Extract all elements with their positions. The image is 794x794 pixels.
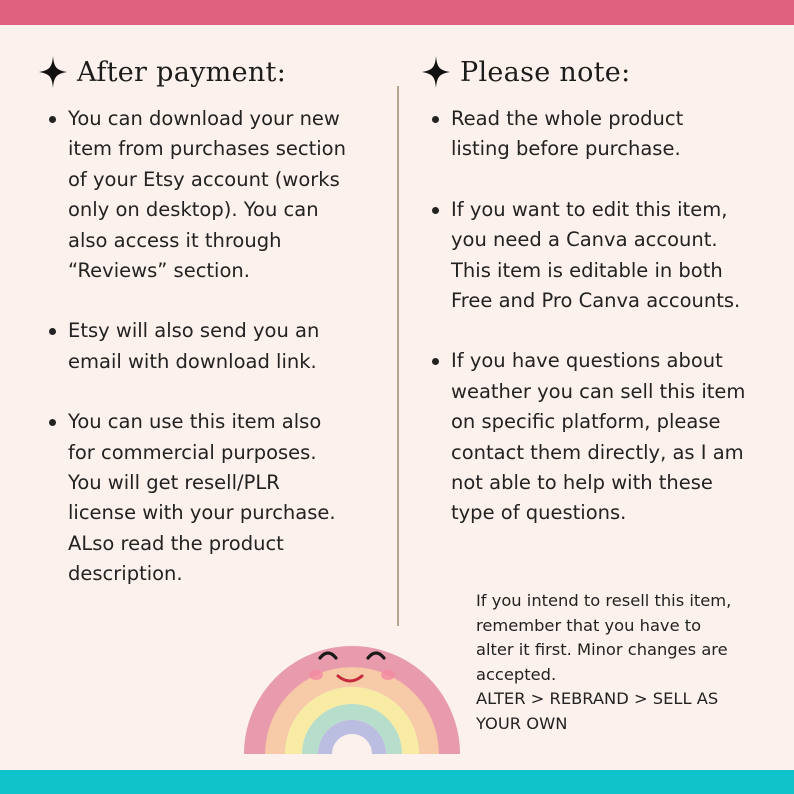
resell-note (476, 589, 776, 737)
line: for commercial purposes. (68, 440, 317, 464)
line: You can download your new (68, 107, 340, 130)
line: Free and Pro Canva accounts. (451, 289, 741, 313)
note-line: alter it first. Minor changes are (476, 640, 728, 660)
line: not able to help with these (451, 471, 713, 495)
line: If you have questions about (451, 349, 723, 373)
line: ALso read the product (68, 531, 284, 555)
line: on specific platform, please (451, 410, 721, 434)
list-item (421, 104, 766, 165)
line: You can use this item also (68, 410, 322, 434)
line: This item is editable in both (451, 258, 723, 282)
line: Read the whole product (451, 107, 684, 130)
line: You will get resell/PLR (68, 471, 280, 495)
after-payment-column (38, 50, 373, 620)
column-divider (397, 86, 399, 626)
after-payment-list (38, 104, 373, 590)
line: you need a Canva account. (451, 228, 718, 252)
please-note-list (421, 104, 766, 529)
sparkle-icon (421, 55, 451, 89)
list-item (421, 195, 766, 317)
line: description. (68, 562, 183, 586)
please-note-column (421, 50, 766, 559)
line: type of questions. (451, 501, 627, 525)
line: listing before purchase. (451, 137, 681, 161)
note-line: YOUR OWN (476, 713, 568, 733)
list-item (38, 407, 373, 589)
note-line: ALTER > REBRAND > SELL AS (476, 689, 719, 709)
line: license with your purchase. (68, 501, 336, 525)
line: contact them directly, as I am (451, 440, 744, 464)
list-item (38, 104, 373, 286)
note-line: If you intend to resell this item, (476, 591, 732, 610)
top-accent-bar (0, 0, 794, 25)
list-item (38, 316, 373, 377)
heading-text: Please note: (460, 56, 631, 88)
line: item from purchases section (68, 137, 346, 161)
line: email with download link. (68, 349, 317, 373)
line: “Reviews” section. (68, 259, 250, 283)
line: also access it through (68, 228, 282, 252)
heading-text: After payment: (77, 56, 287, 88)
list-item (421, 346, 766, 528)
bottom-accent-bar (0, 770, 794, 794)
note-line: remember that you have to (476, 615, 702, 635)
line: of your Etsy account (works (68, 167, 340, 191)
line: Etsy will also send you an (68, 319, 320, 343)
rainbow-illustration (236, 604, 468, 756)
note-line: accepted. (476, 664, 557, 684)
sparkle-icon (38, 55, 68, 89)
line: only on desktop). You can (68, 198, 319, 222)
after-payment-heading (38, 50, 373, 94)
line: weather you can sell this item (451, 379, 746, 403)
please-note-heading (421, 50, 766, 94)
line: If you want to edit this item, (451, 197, 728, 221)
